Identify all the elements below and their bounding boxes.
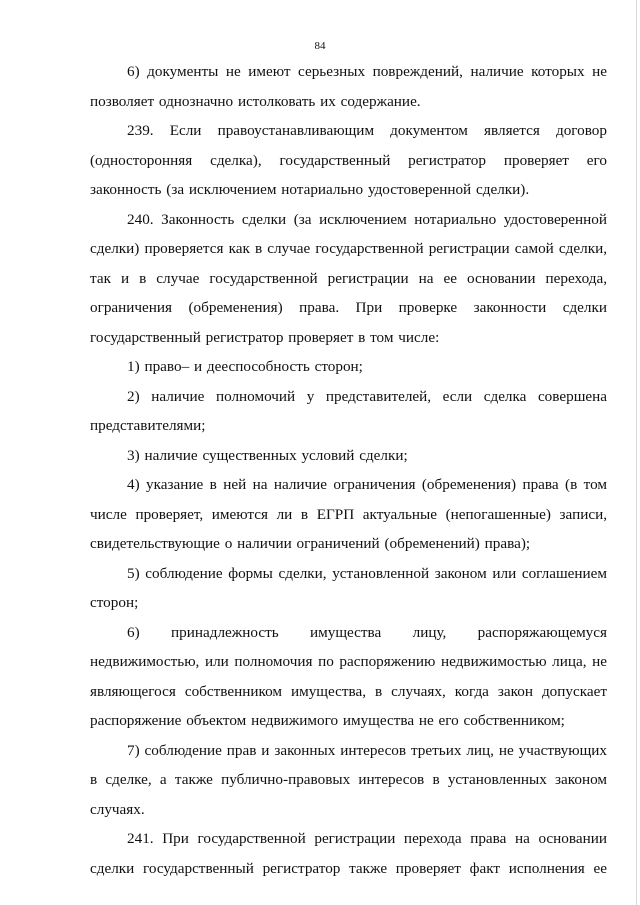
list-item-5: 5) соблюдение формы сделки, установленной законом или соглашением сторон; xyxy=(90,564,607,611)
scan-edge-shadow xyxy=(636,0,637,905)
paragraph-clause-240: 240. Законность сделки (за исключением нотариально удостоверенной сделки) проверяется как в случае государственной регистрации самой сделки, так и в случае государственной регистрации на ее основании перехода, ограничения (обременения) права. При проверке законности сделки государственный регистратор проверяет в том числе: xyxy=(90,210,607,346)
list-item-1: 1) право– и дееспособность сторон; xyxy=(127,358,363,375)
list-item-4: 4) указание в ней на наличие ограничения (обременения) права (в том числе проверяет, имеются ли в ЕГРП актуальные (непогашенные) записи, свидетельствующие о наличии ограничений (обременений) права); xyxy=(90,476,607,552)
list-item-6: 6) принадлежность имущества лицу, распоряжающемуся недвижимостью, или полномочия по распоряжению недвижимостью лица, не являющегося собственником имущества, в случаях, когда закон допускает распоряжение объектом недвижимого имущества не его собственником; xyxy=(90,623,607,729)
list-item-3: 3) наличие существенных условий сделки; xyxy=(127,446,408,464)
list-item-7: 7) соблюдение прав и законных интересов третьих лиц, не участвующих в сделке, а также публично-правовых интересов в установленных законом случаях. xyxy=(90,741,607,818)
paragraph-clause-239: 239. Если правоустанавливающим документом является договор (односторонняя сделка), государственный регистратор проверяет его законность (за исключением нотариально удостоверенной сделки). xyxy=(90,122,607,198)
paragraph-item-6-documents: 6) документы не имеют серьезных повреждений, наличие которых не позволяет однозначно истолковать их содержание. xyxy=(90,63,607,110)
document-body xyxy=(90,57,607,883)
page-number: 84 xyxy=(314,40,326,52)
paragraph-clause-241: 241. При государственной регистрации перехода права на основании сделки государственный регистратор также проверяет факт исполнения ее xyxy=(90,830,607,877)
list-item-2: 2) наличие полномочий у представителей, если сделка совершена представителями; xyxy=(90,387,607,434)
